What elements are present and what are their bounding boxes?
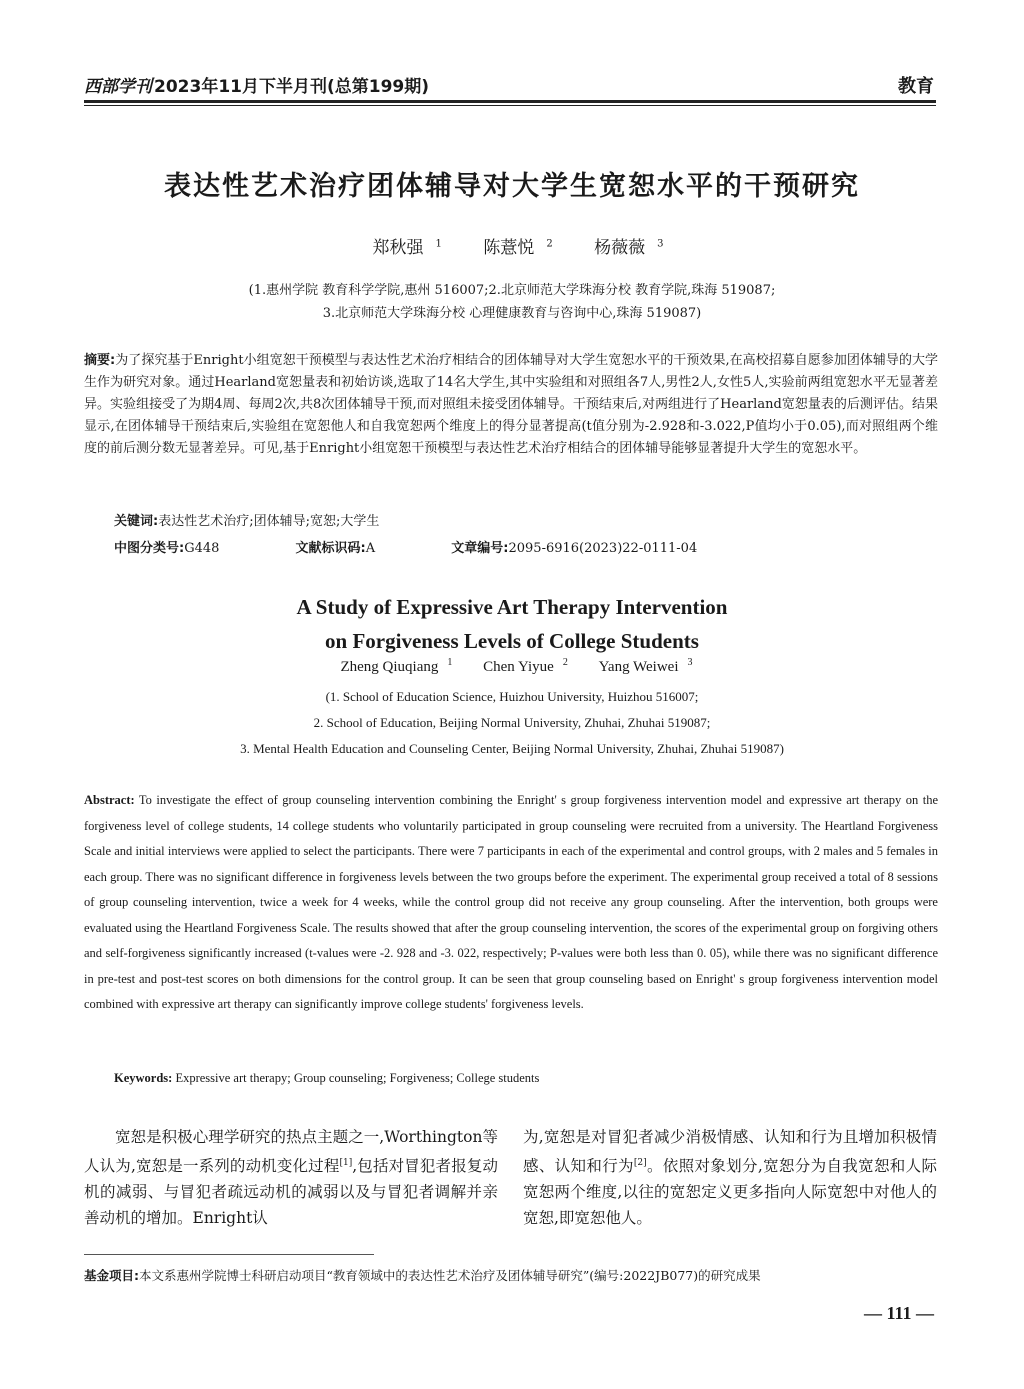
title-en-line: A Study of Expressive Art Therapy Intervention: [296, 595, 728, 619]
affiliation-line: 2. School of Education, Beijing Normal University, Zhuhai, Zhuhai 519087;: [313, 715, 711, 730]
header-rule-thin: [84, 105, 936, 106]
affiliations-en: [0, 684, 1024, 762]
affiliation-line: (1.惠州学院 教育科学学院,惠州 516007;2.北京师范大学珠海分校 教育学院,珠海 519087;: [248, 283, 776, 298]
keywords-en-text: Expressive art therapy; Group counseling; Forgiveness; College students: [175, 1071, 540, 1085]
document-code: 文献标识码:A: [295, 541, 376, 556]
affiliation-line: (1. School of Education Science, Huizhou University, Huizhou 516007;: [325, 689, 699, 704]
footnote-rule: [84, 1254, 374, 1255]
keywords-en: [114, 1071, 539, 1086]
running-header: [84, 72, 934, 100]
journal-issue: [84, 72, 429, 97]
funding-footnote: [84, 1266, 761, 1284]
body-column-left: 宽恕是积极心理学研究的热点主题之一,Worthington等人认为,宽恕是一系列的动机变化过程[1],包括对冒犯者报复动机的减弱、与冒犯者疏远动机的减弱以及与冒犯者调解并亲善动机的增加。Enright认: [84, 1128, 498, 1228]
keywords-cn-label: 关键词:: [114, 514, 159, 529]
authors-en: [0, 657, 1024, 676]
abstract-en-label: Abstract:: [84, 793, 135, 807]
author-cn: 陈薏悦 $^2$: [483, 238, 553, 258]
affiliations-cn: [0, 279, 1024, 325]
author-cn: 杨薇薇 $^3$: [594, 238, 664, 258]
page-number: — 111 —: [863, 1303, 934, 1323]
classification-info: [114, 537, 769, 556]
keywords-cn-text: 表达性艺术治疗;团体辅导;宽恕;大学生: [158, 514, 380, 529]
author-en: Yang Weiwei $^3$: [598, 657, 693, 675]
header-rule: [84, 100, 936, 103]
author-en: Chen Yiyue $^2$: [483, 657, 568, 675]
body-column-right: 为,宽恕是对冒犯者减少消极情感、认知和行为且增加积极情感、认知和行为[2]。依照对象划分,宽恕分为自我宽恕和人际宽恕两个维度,以往的宽恕定义更多指向人际宽恕中对他人的宽恕,即宽恕他人。: [523, 1128, 937, 1228]
keywords-cn: [114, 510, 379, 529]
abstract-cn-label: 摘要:: [84, 353, 116, 368]
author-cn: 郑秋强 $^1$: [372, 238, 442, 258]
affiliation-line: 3. Mental Health Education and Counseling Center, Beijing Normal University, Zhuhai, Zhuhai 519087): [240, 741, 784, 756]
affiliation-line: 3.北京师范大学珠海分校 心理健康教育与咨询中心,珠海 519087): [322, 306, 702, 321]
section-label: 教育: [898, 76, 934, 97]
title-en-line: on Forgiveness Levels of College Students: [325, 629, 699, 653]
author-en: Zheng Qiuqiang $^1$: [340, 657, 453, 675]
abstract-en: [84, 788, 938, 1018]
citation-ref: [2]: [633, 1158, 647, 1168]
citation-ref: [1]: [339, 1158, 353, 1168]
footnote-text: 本文系惠州学院博士科研启动项目“教育领域中的表达性艺术治疗及团体辅导研究”(编号:2022JB077)的研究成果: [139, 1268, 761, 1283]
abstract-cn-text: 为了探究基于Enright小组宽恕干预模型与表达性艺术治疗相结合的团体辅导对大学生宽恕水平的干预效果,在高校招募自愿参加团体辅导的大学生作为研究对象。通过Hearland宽恕量表和初始访谈,选取了14名大学生,其中实验组和对照组各7人,男性2人,女性5人,实验前两组宽恕水平无显著差异。实验组接受了为期4周、每周2次,共8次团体辅导干预,而对照组未接受团体辅导。干预结束后,对两组进行了Hearland宽恕量表的后测评估。结果显示,在团体辅导干预结束后,实验组在宽恕他人和自我宽恕两个维度上的得分显著提高(t值分别为-2.928和-3.022,P值均小于0.05),而对照组两个维度的前后测分数无显著差异。可见,基于Enright小组宽恕干预模型与表达性艺术治疗相结合的团体辅导能够显著提升大学生的宽恕水平。: [84, 353, 938, 456]
clc-number: 中图分类号:G448: [114, 541, 220, 556]
paper-title-en: [0, 590, 1024, 658]
keywords-en-label: Keywords:: [114, 1071, 173, 1085]
article-number: 文章编号:2095-6916(2023)22-0111-04: [451, 541, 698, 556]
paper-title-cn: 表达性艺术治疗团体辅导对大学生宽恕水平的干预研究: [164, 171, 860, 202]
abstract-cn: [84, 350, 938, 460]
journal-name: 西部学刊: [84, 77, 152, 97]
issue-info: 2023年11月下半月刊(总第199期): [154, 77, 429, 97]
authors-cn: [0, 233, 1024, 258]
abstract-en-text: To investigate the effect of group counseling intervention combining the Enright' s group forgiveness intervention model and expressive art therapy on the forgiveness level of college students, 14 college students who voluntarily participated in group counseling were recruited from a university. The Heartland Forgiveness Scale and initial interviews were applied to select the participants. There were 7 participants in each of the experimental and control groups, with 2 males and 5 females in each group. There was no significant difference in forgiveness levels between the two groups before the experiment. The experimental group received a total of 8 sessions of group counseling intervention, twice a week for 4 weeks, while the control group did not receive any group counseling. After the intervention, both groups were evaluated using the Heartland Forgiveness Scale. The results showed that after the group counseling intervention, the scores of the experimental group on forgiving others and self-forgiveness significantly increased (t-values were -2. 928 and -3. 022, respectively; P-values were both less than 0. 05), while there was no significant difference in pre-test and post-test scores on both dimensions for the control group. It can be seen that group counseling based on Enright' s group forgiveness intervention model combined with expressive art therapy can significantly improve college students' forgiveness levels.: [84, 793, 938, 1011]
footnote-label: 基金项目:: [84, 1268, 139, 1283]
